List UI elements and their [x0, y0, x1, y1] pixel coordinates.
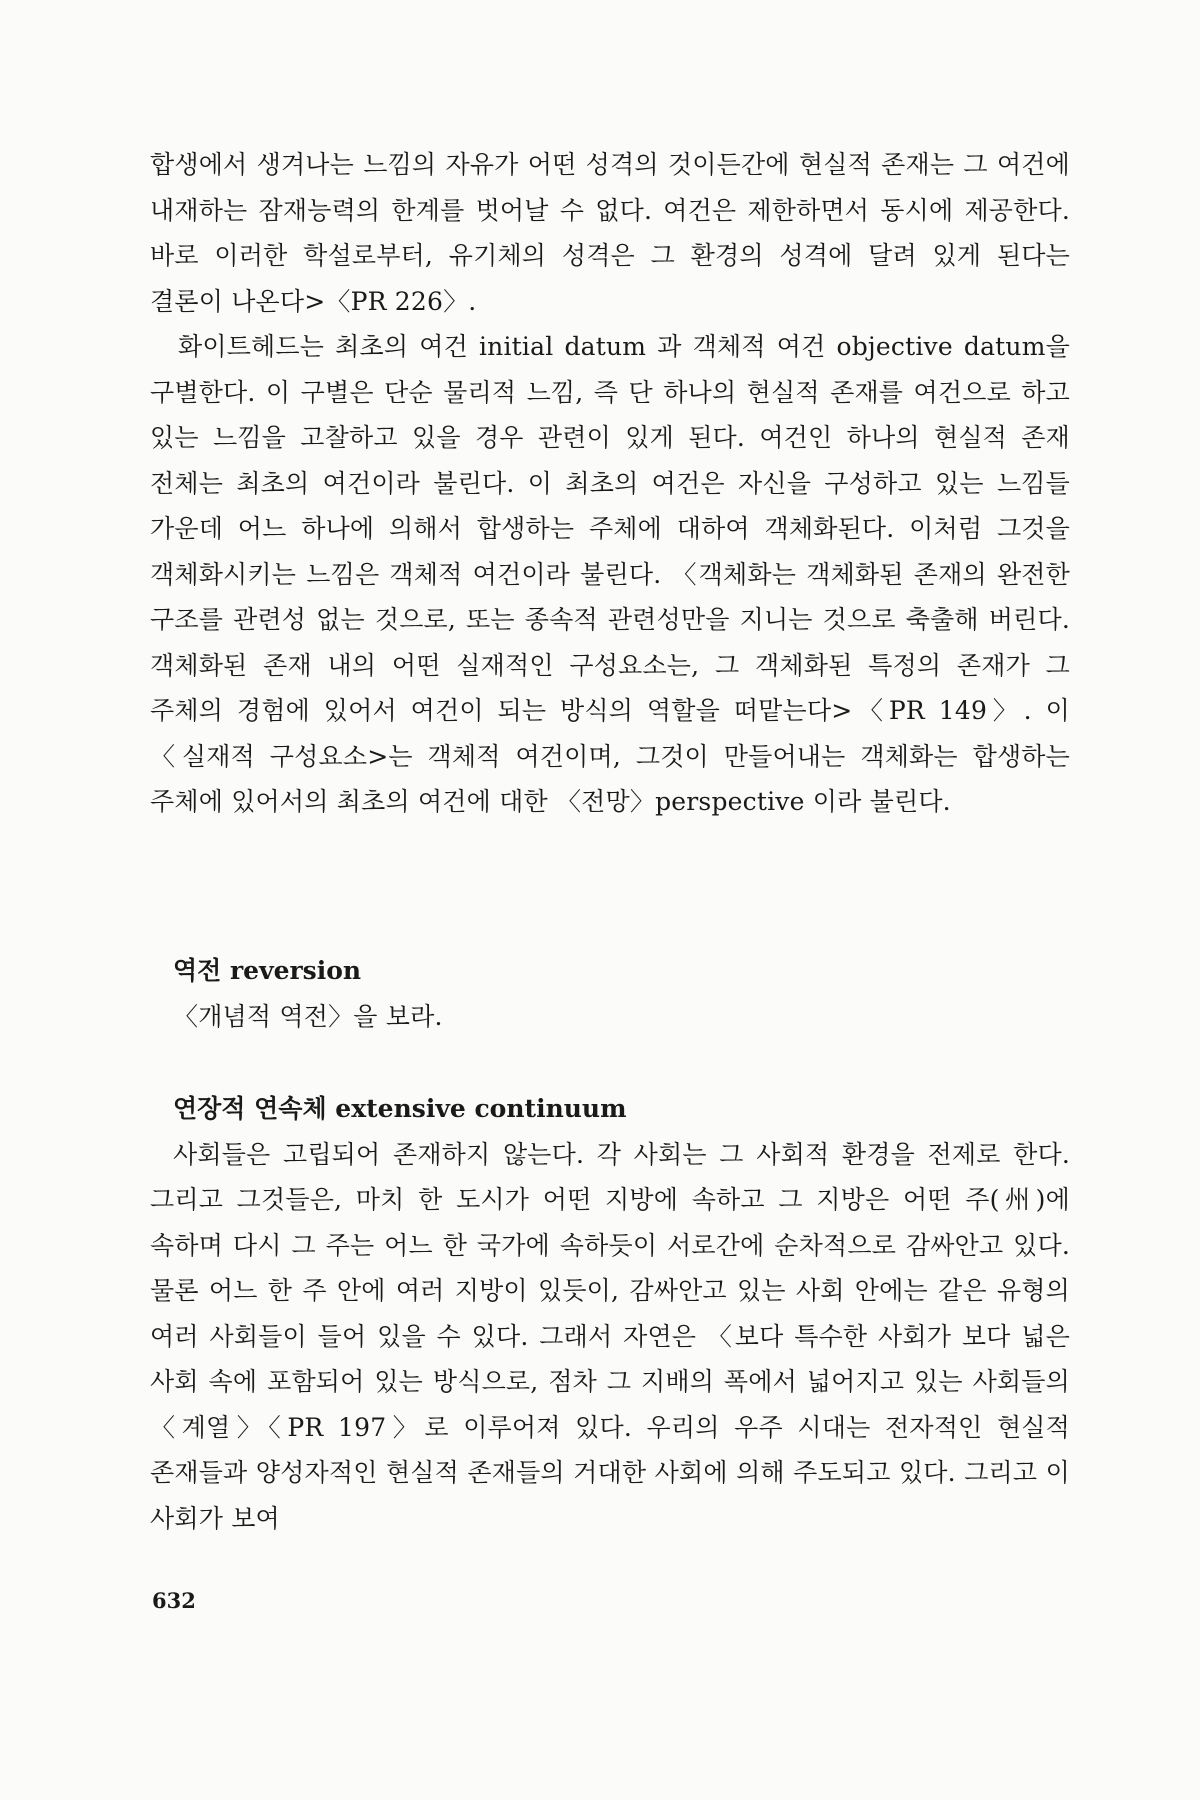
glossary-entry-extensive-continuum — [150, 1086, 1070, 1541]
entry-heading: 연장적 연속체 extensive continuum — [173, 1094, 627, 1123]
continued-text-block — [150, 142, 1070, 825]
paragraph-initial-datum: 화이트헤드는 최초의 여건 initial datum 과 객체적 여건 objective datum을 구별한다. 이 구별은 단순 물리적 느낌, 즉 단 하나의 현실적 존재를 여건으로 하고 있는 느낌을 고찰하고 있을 경우 관련이 있게 된다. 여건인 하나의 현실적 존재 전체는 최초의 여건이라 불린다. 이 최초의 여건은 자신을 구성하고 있는 느낌들 가운데 어느 하나에 의해서 합생하는 주체에 대하여 객체화된다. 이처럼 그것을 객체화시키는 느낌은 객체적 여건이라 불린다. 〈객체화는 객체화된 존재의 완전한 구조를 관련성 없는 것으로, 또는 종속적 관련성만을 지니는 것으로 축출해 버린다. 객체화된 존재 내의 어떤 실재적인 구성요소는, 그 객체화된 특정의 존재가 그 주체의 경험에 있어서 여건이 되는 방식의 역할을 떠맡는다>〈PR 149〉. 이 〈실재적 구성요소>는 객체적 여건이며, 그것이 만들어내는 객체화는 합생하는 주체에 있어서의 최초의 여건에 대한 〈전망〉perspective 이라 불린다. — [150, 332, 1070, 816]
entry-body: 〈개념적 역전〉을 보라. — [173, 1001, 443, 1031]
page-number: 632 — [152, 1588, 196, 1613]
paragraph-continued: 합생에서 생겨나는 느낌의 자유가 어떤 성격의 것이든간에 현실적 존재는 그 여건에 내재하는 잠재능력의 한계를 벗어날 수 없다. 여건은 제한하면서 동시에 제공한다. 바로 이러한 학설로부터, 유기체의 성격은 그 환경의 성격에 달려 있게 된다는 결론이 나온다>〈PR 226〉. — [150, 150, 1070, 316]
glossary-entry-reversion — [150, 948, 1070, 1039]
entry-body: 사회들은 고립되어 존재하지 않는다. 각 사회는 그 사회적 환경을 전제로 한다. 그리고 그것들은, 마치 한 도시가 어떤 지방에 속하고 그 지방은 어떤 주(州)에 속하며 다시 그 주는 어느 한 국가에 속하듯이 서로간에 순차적으로 감싸안고 있다. 물론 어느 한 주 안에 여러 지방이 있듯이, 감싸안고 있는 사회 안에는 같은 유형의 여러 사회들이 들어 있을 수 있다. 그래서 자연은 〈보다 특수한 사회가 보다 넓은 사회 속에 포함되어 있는 방식으로, 점차 그 지배의 폭에서 넓어지고 있는 사회들의 〈계열〉〈PR 197〉로 이루어져 있다. 우리의 우주 시대는 전자적인 현실적 존재들과 양성자적인 현실적 존재들의 거대한 사회에 의해 주도되고 있다. 그리고 이 사회가 보여 — [150, 1139, 1070, 1533]
entry-heading: 역전 reversion — [173, 956, 362, 985]
